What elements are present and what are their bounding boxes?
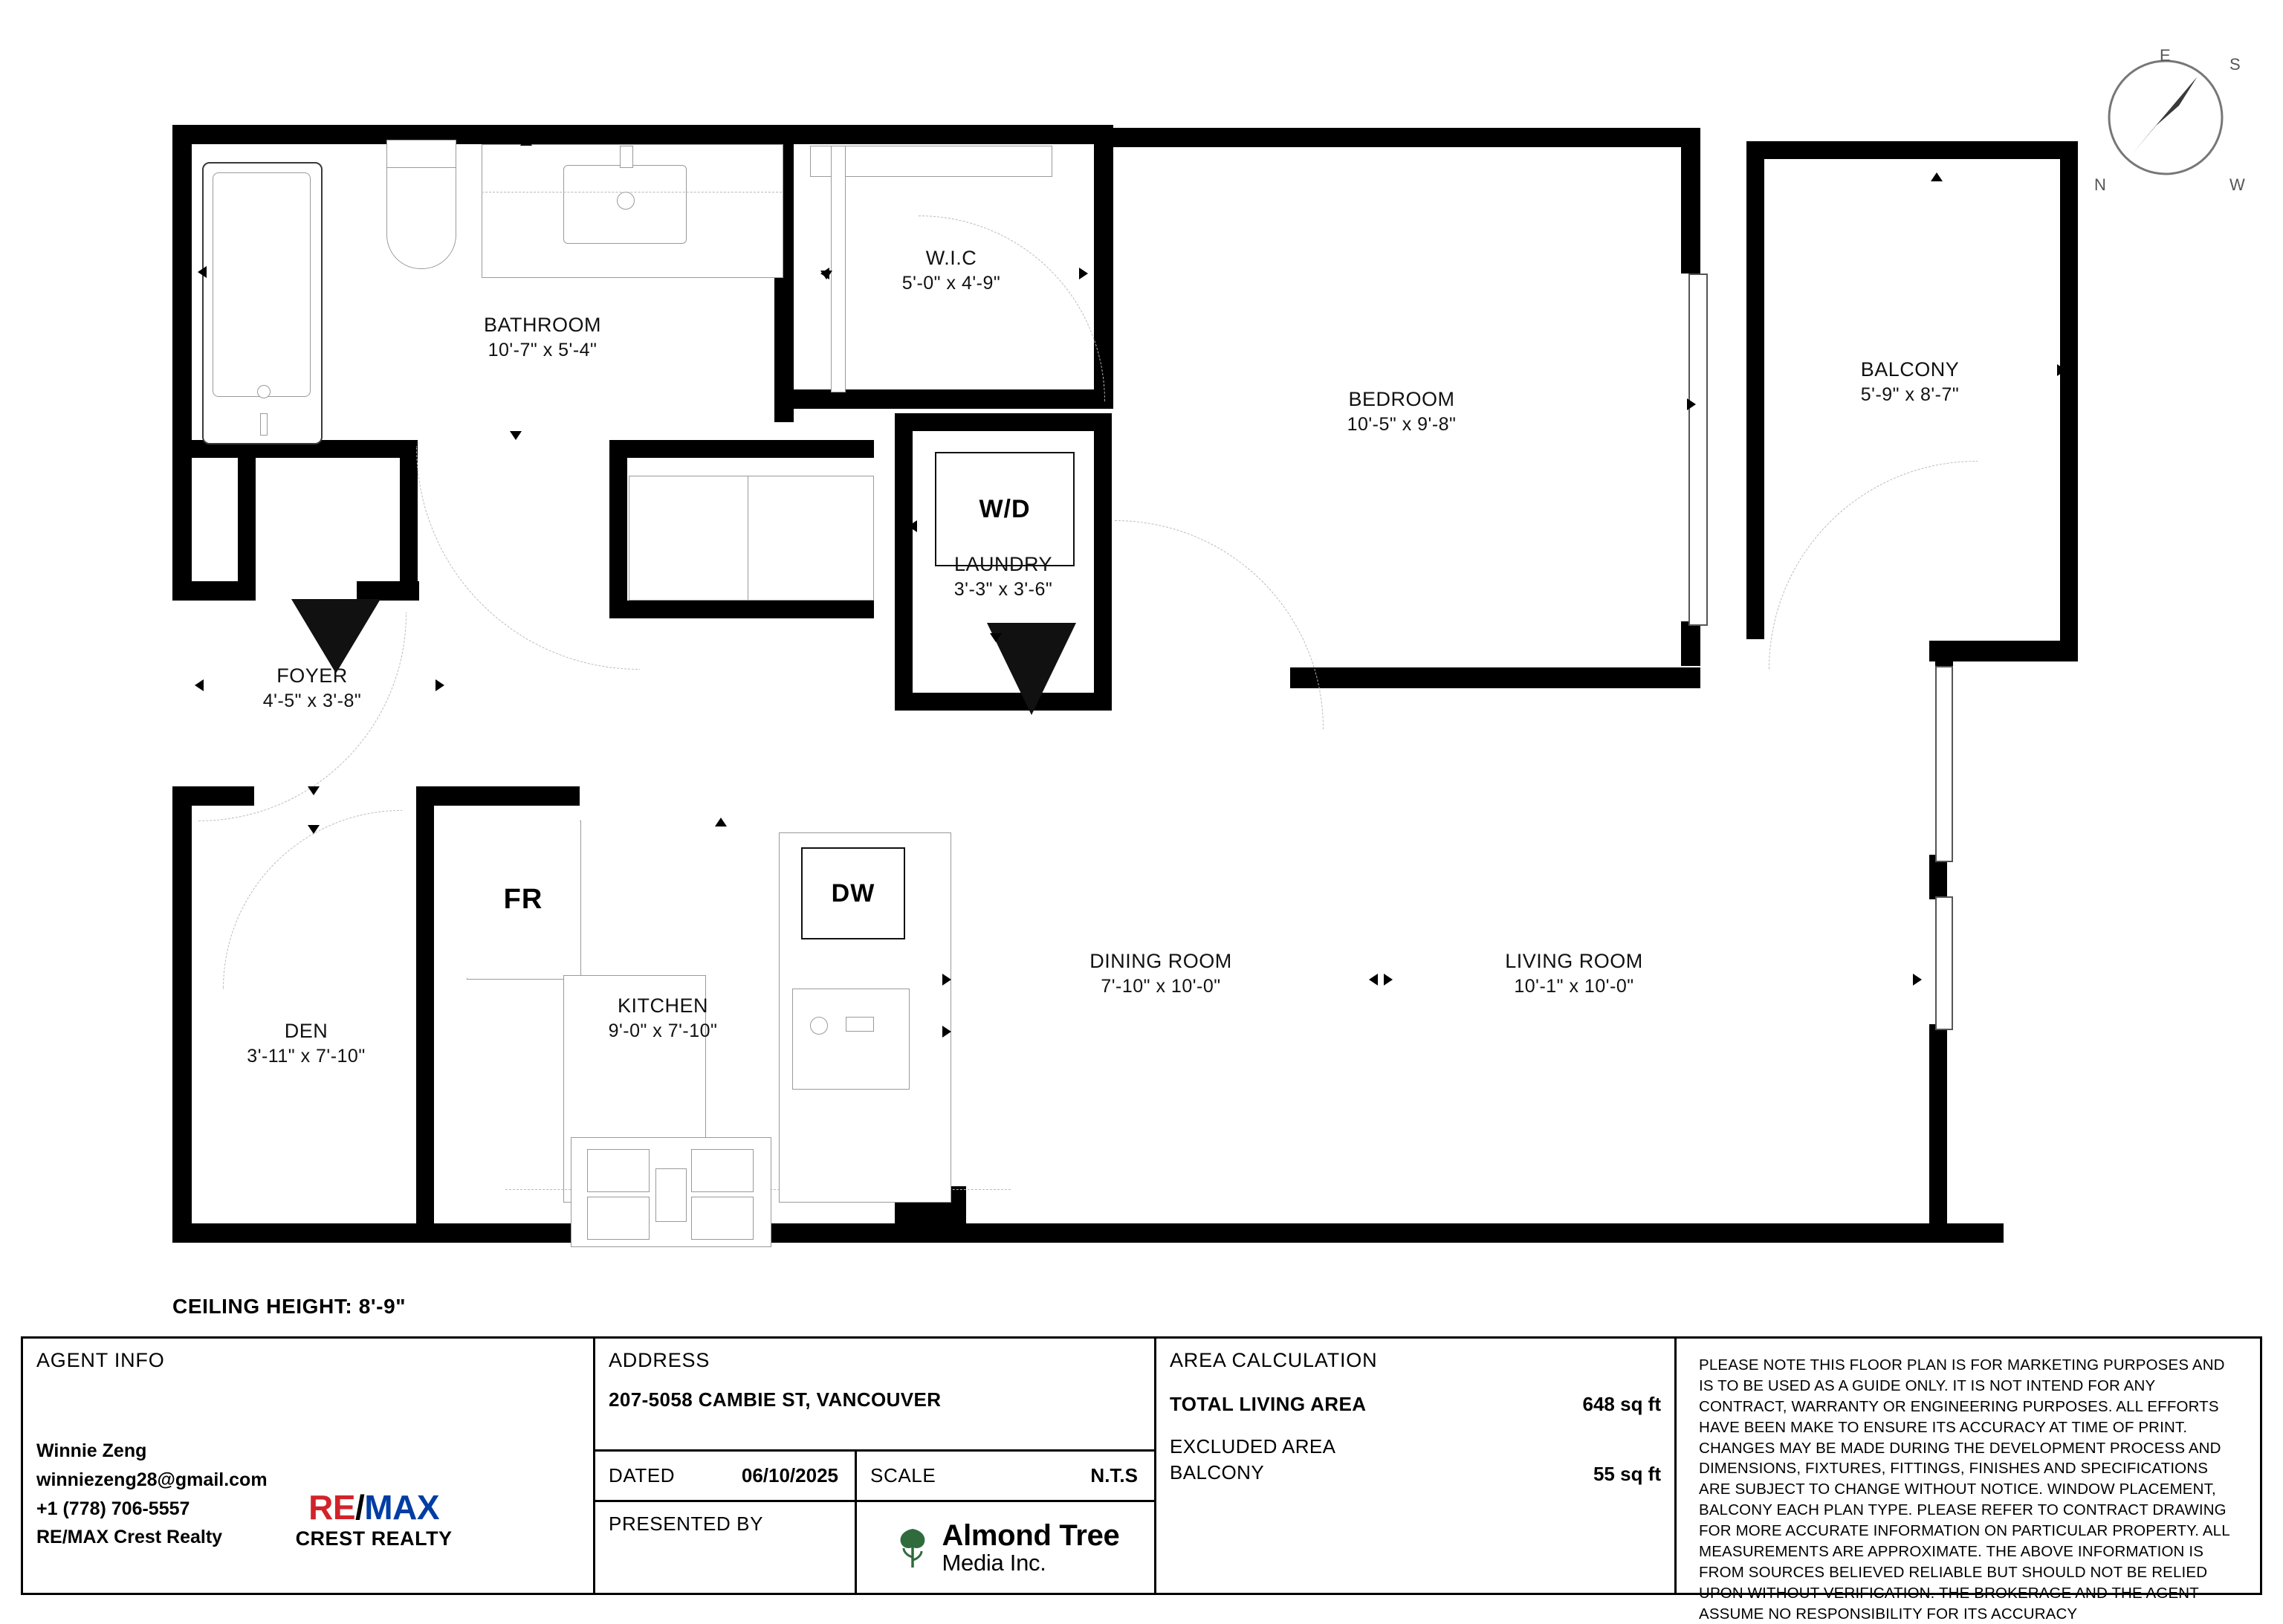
bathroom-door-swing <box>416 446 640 670</box>
room-label-wic <box>825 245 1078 296</box>
dim-arrow <box>1687 398 1696 410</box>
appliance-washer-dryer-label: W/D <box>979 494 1031 523</box>
address-value: 207-5058 CAMBIE ST, VANCOUVER <box>609 1388 942 1411</box>
wall-segment <box>172 125 794 144</box>
kitchen-sink-faucet <box>846 1017 874 1032</box>
area-calculation-title: AREA CALCULATION <box>1170 1349 1378 1371</box>
remax-logo <box>296 1490 453 1565</box>
room-label-den <box>195 1018 418 1069</box>
room-label-laundry <box>877 551 1130 602</box>
wall-segment <box>172 125 192 601</box>
agent-info-cell <box>23 1339 595 1593</box>
wall-segment <box>2060 141 2078 661</box>
room-label-balcony <box>1784 357 2036 407</box>
room-dim: 9'-0" x 7'-10" <box>608 1020 718 1042</box>
bathtub-inner <box>213 172 311 397</box>
dim-arrow <box>942 974 951 986</box>
wall-segment <box>400 440 418 601</box>
dim-arrow <box>1931 172 1943 181</box>
burner-3 <box>587 1197 650 1240</box>
bedroom-door-swing <box>1115 520 1324 729</box>
wall-segment <box>238 440 256 601</box>
total-living-area-label: TOTAL LIVING AREA <box>1170 1393 1367 1415</box>
dim-arrow <box>1650 1225 1662 1234</box>
wall-segment <box>1746 141 1764 639</box>
room-name: BALCONY <box>1860 358 1960 381</box>
disclaimer-cell <box>1677 1339 2260 1623</box>
tree-icon <box>892 1524 933 1570</box>
dim-arrow <box>1913 974 1922 986</box>
excluded-area-label <box>1170 1434 1335 1486</box>
closet-shelf-left <box>629 476 749 601</box>
area-row-excluded <box>1170 1434 1661 1486</box>
dated-field <box>595 1452 857 1500</box>
dim-arrow <box>308 825 320 834</box>
burner-4 <box>691 1197 754 1240</box>
wic-door-swing <box>919 216 1105 402</box>
dim-arrow <box>510 431 522 440</box>
compass-label-s: S <box>2229 55 2241 74</box>
wall-segment <box>172 1223 2004 1243</box>
agent-phone[interactable]: +1 (778) 706-5557 <box>36 1498 190 1519</box>
room-name: LAUNDRY <box>953 553 1053 575</box>
kitchen-sink-drain <box>810 1017 828 1035</box>
wall-segment <box>172 786 192 1243</box>
room-label-bathroom <box>416 312 669 363</box>
scale-field <box>857 1452 1154 1500</box>
closet-shelf-right <box>748 476 874 601</box>
balcony-door-swing <box>1769 461 1978 670</box>
info-bar <box>21 1336 2262 1623</box>
remax-logo-sub: CREST REALTY <box>295 1527 453 1550</box>
dim-arrow <box>950 389 962 398</box>
compass-rose <box>2084 43 2247 199</box>
dim-arrow <box>2057 364 2066 376</box>
compass-label-w: W <box>2229 175 2245 194</box>
dim-arrow <box>308 786 320 795</box>
wall-segment <box>1681 621 1700 666</box>
window-bedroom <box>1688 274 1708 626</box>
tub-faucet <box>260 413 268 436</box>
room-dim: 3'-11" x 7'-10" <box>247 1046 366 1067</box>
appliance-dishwasher-label: DW <box>831 879 875 908</box>
total-living-area-value: 648 sq ft <box>1582 1393 1661 1415</box>
burner-2 <box>691 1149 754 1192</box>
wall-segment <box>1290 667 1700 688</box>
cooktop-center <box>655 1168 687 1222</box>
address-mid <box>595 1452 1154 1502</box>
room-label-dining <box>1034 948 1287 999</box>
address-cell <box>595 1339 1156 1593</box>
agent-info-title: AGENT INFO <box>36 1349 165 1371</box>
room-dim: 5'-9" x 8'-7" <box>1860 384 1960 406</box>
dim-arrow <box>1150 1225 1162 1234</box>
dim-arrow <box>198 266 207 278</box>
scale-label: SCALE <box>870 1464 936 1486</box>
excluded-area-label-line2: BALCONY <box>1170 1461 1265 1484</box>
scale-value: N.T.S <box>1090 1464 1138 1486</box>
room-dim: 10'-1" x 10'-0" <box>1514 976 1634 997</box>
window-living <box>1935 666 1953 862</box>
tub-drain <box>257 385 271 398</box>
room-label-kitchen <box>537 993 789 1044</box>
agent-email[interactable]: winniezeng28@gmail.com <box>36 1469 268 1490</box>
address-title: ADDRESS <box>609 1349 710 1371</box>
remax-logo-re: RE <box>308 1488 356 1527</box>
room-dim: 10'-5" x 9'-8" <box>1347 414 1457 436</box>
presenter-name: Almond Tree <box>942 1518 1120 1552</box>
appliance-fridge-label: FR <box>503 883 543 915</box>
room-name: BATHROOM <box>484 314 601 336</box>
dim-arrow <box>1402 138 1413 147</box>
vanity-edge <box>482 192 782 193</box>
dim-arrow <box>435 679 444 691</box>
agent-details <box>36 1437 268 1565</box>
remax-logo-max: MAX <box>364 1488 440 1527</box>
remax-logo-slash: / <box>355 1488 365 1527</box>
dim-arrow <box>1369 974 1378 986</box>
wall-segment <box>1681 128 1700 274</box>
area-calculation-cell <box>1156 1339 1677 1593</box>
presented-by-label: PRESENTED BY <box>609 1513 764 1535</box>
agent-brokerage: RE/MAX Crest Realty <box>36 1527 223 1548</box>
presented-by-field <box>595 1502 857 1593</box>
room-dim: 3'-3" x 3'-6" <box>953 579 1053 601</box>
room-name: FOYER <box>276 664 348 687</box>
room-dim: 7'-10" x 10'-0" <box>1101 976 1221 997</box>
dim-arrow <box>1079 268 1088 279</box>
presenter-logo-wrap <box>857 1502 1154 1593</box>
room-name: KITCHEN <box>617 994 708 1017</box>
ceiling-height-note: CEILING HEIGHT: 8'-9" <box>172 1295 407 1318</box>
sink-faucet <box>620 146 633 168</box>
room-dim: 5'-0" x 4'-9" <box>901 273 1001 294</box>
excluded-area-value: 55 sq ft <box>1593 1463 1661 1486</box>
toilet-tank <box>386 140 456 168</box>
wall-segment <box>609 440 874 458</box>
excluded-area-label-line1: EXCLUDED AREA <box>1170 1435 1336 1458</box>
dim-arrow <box>308 1225 320 1234</box>
appliance-dishwasher <box>801 847 905 939</box>
room-dim: 4'-5" x 3'-8" <box>262 690 362 712</box>
room-label-bedroom <box>1275 386 1528 437</box>
wall-segment <box>895 413 1112 431</box>
dim-arrow <box>942 1026 951 1038</box>
sink-drain <box>617 192 635 210</box>
room-name: DINING ROOM <box>1089 950 1232 972</box>
wall-segment <box>1929 1024 1947 1243</box>
wic-shelf <box>810 146 1052 177</box>
room-name: BEDROOM <box>1348 388 1455 410</box>
entry-door-marker <box>291 599 380 673</box>
room-dim: 10'-7" x 5'-4" <box>488 340 598 361</box>
dated-label: DATED <box>609 1464 676 1486</box>
compass-label-n: N <box>2094 175 2106 194</box>
room-name: W.I.C <box>925 247 977 269</box>
dim-arrow <box>990 633 1002 642</box>
disclaimer-text: PLEASE NOTE THIS FLOOR PLAN IS FOR MARKETING PURPOSES AND IS TO BE USED AS A GUIDE ONLY. IT IS NOT INTEND FOR ANY CONTRACT, WARRANTY OR ENGINEERING PURPOSES. ALL EFFORTS HAVE BEEN MAKE TO ENSURE ITS ACCURACY AT TIME OF PRINT. CHANGES MAY BE MADE DURING THE DEVELOPMENT PROCESS AND DIMENSIONS, FIXTURES, FITTINGS, FINISHES AND SPECIFICATIONS ARE SUBJECT TO CHANGE WITHOUT NOTICE. WINDOW PLACEMENT, BALCONY EACH PLAN TYPE. PLEASE REFER TO CONTRACT DRAWING FOR MORE ACCURATE INFORMATION ON PARTICULAR PROPERTY. ALL MEASUREMENTS ARE APPROXIMATE. THE ABOVE INFORMATION IS FROM SOURCES BELIEVED RELIABLE BUT SHOULD NOT BE RELIED UPON WITHOUT VERIFICATION. THE BROKERAGE AND THE AGENT ASSUME NO RESPONSIBILITY FOR ITS ACCURACY <box>1699 1356 2230 1623</box>
presenter-sub: Media Inc. <box>942 1549 1046 1576</box>
room-label-living <box>1448 948 1700 999</box>
den-door-swing <box>223 810 402 989</box>
room-label-foyer <box>193 663 431 714</box>
wall-segment <box>416 786 580 806</box>
window-living-2 <box>1935 896 1953 1030</box>
dated-value: 06/10/2025 <box>741 1464 838 1486</box>
kitchen-sink <box>792 989 910 1090</box>
appliance-fridge <box>467 821 580 978</box>
dim-arrow <box>1384 974 1393 986</box>
dim-arrow <box>908 520 917 532</box>
wall-segment <box>1746 141 2078 159</box>
room-name: LIVING ROOM <box>1505 950 1643 972</box>
burner-1 <box>587 1149 650 1192</box>
address-bottom <box>595 1502 1154 1593</box>
dim-arrow <box>1402 669 1413 678</box>
dim-arrow <box>520 137 532 146</box>
area-row-total <box>1170 1393 1661 1416</box>
wall-segment <box>794 125 1113 144</box>
wall-segment <box>416 786 434 1243</box>
address-top <box>595 1339 1154 1452</box>
almond-tree-logo <box>892 1520 1120 1576</box>
room-name: DEN <box>284 1020 328 1042</box>
wall-segment <box>609 601 874 618</box>
compass-label-e: E <box>2160 46 2171 65</box>
appliance-washer-dryer <box>935 452 1075 566</box>
dim-arrow <box>715 818 727 826</box>
wall-segment <box>357 581 419 601</box>
agent-name: Winnie Zeng <box>36 1440 147 1461</box>
